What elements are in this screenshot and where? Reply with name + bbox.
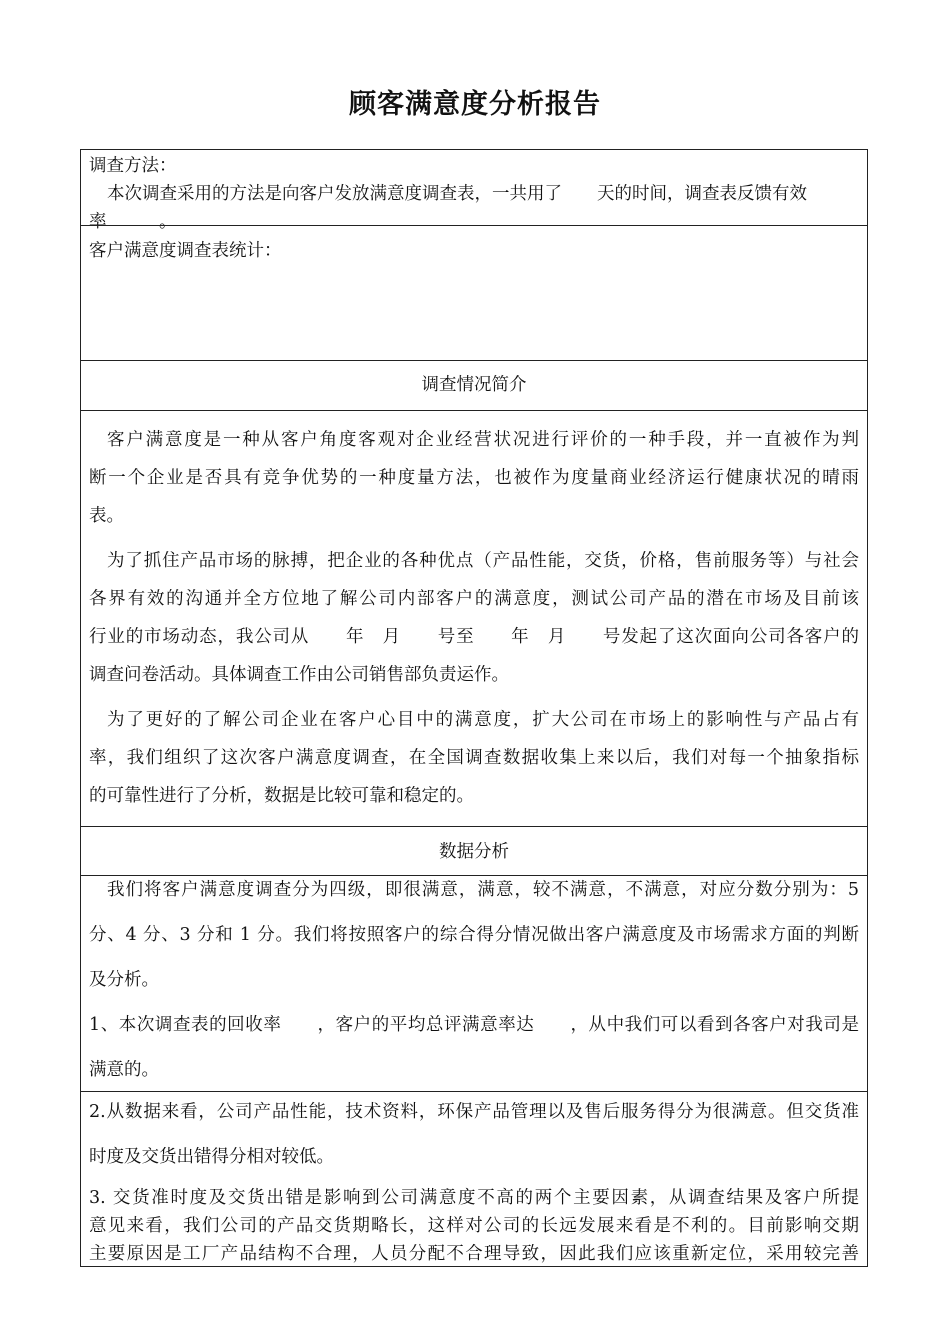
paragraph-line: 客户满意度是一种从客户角度客观对企业经营状况进行评价的一种手段，并一直被作为判	[107, 430, 859, 450]
paragraph-line: 时度及交货出错得分相对较低。	[89, 1147, 334, 1167]
report-table	[80, 149, 868, 1267]
analysis-body-continued	[81, 1090, 867, 1268]
stats-section	[81, 237, 867, 265]
paragraph-line: 为了抓住产品市场的脉搏，把企业的各种优点（产品性能，交货，价格，售前服务等）与社会	[107, 551, 859, 571]
paragraph-line: 的可靠性进行了分析，数据是比较可靠和稳定的。	[89, 786, 474, 806]
intro-body	[81, 422, 867, 816]
paragraph-line: 表。	[89, 506, 124, 526]
method-text-line: 率 。	[89, 212, 177, 232]
row-divider	[81, 826, 867, 827]
paragraph-line: 1、本次调查表的回收率 ，客户的平均总评满意率达 ，从中我们可以看到各客户对我司是	[89, 1015, 859, 1035]
paragraph-line: 行业的市场动态，我公司从 年 月 号至 年 月 号发起了这次面向公司各客户的	[89, 627, 859, 647]
method-label: 调查方法：	[89, 156, 177, 176]
paragraph-line: 我们将客户满意度调查分为四级，即很满意，满意，较不满意，不满意，对应分数分别为：5	[107, 880, 859, 900]
paragraph-line: 率，我们组织了这次客户满意度调查，在全国调查数据收集上来以后，我们对每一个抽象指标	[89, 748, 859, 768]
paragraph-line: 分、4 分、3 分和 1 分。我们将按照客户的综合得分情况做出客户满意度及市场需求方面的判断	[89, 925, 859, 945]
paragraph-line: 调查问卷活动。具体调查工作由公司销售部负责运作。	[89, 665, 509, 685]
page-title: 顾客满意度分析报告	[349, 89, 601, 120]
row-divider	[81, 225, 867, 226]
paragraph-line: 及分析。	[89, 970, 159, 990]
stats-label: 客户满意度调查表统计：	[89, 241, 282, 261]
paragraph-line: 主要原因是工厂产品结构不合理，人员分配不合理导致，因此我们应该重新定位，采用较完善	[89, 1244, 859, 1264]
intro-heading: 调查情况简介	[421, 375, 527, 395]
paragraph-line: 意见来看，我们公司的产品交货期略长，这样对公司的长远发展来看是不利的。目前影响交期	[89, 1216, 859, 1236]
method-section	[81, 152, 867, 236]
row-divider	[81, 410, 867, 411]
analysis-body	[81, 868, 867, 1093]
paragraph-line: 满意的。	[89, 1060, 159, 1080]
paragraph-line: 3. 交货准时度及交货出错是影响到公司满意度不高的两个主要因素，从调查结果及客户所提	[89, 1188, 859, 1208]
paragraph-line: 为了更好的了解公司企业在客户心目中的满意度，扩大公司在市场上的影响性与产品占有	[107, 710, 859, 730]
row-divider	[81, 360, 867, 361]
paragraph-line: 断一个企业是否具有竞争优势的一种度量方法，也被作为度量商业经济运行健康状况的晴雨	[89, 468, 859, 488]
paragraph-line: 各界有效的沟通并全方位地了解公司内部客户的满意度，测试公司产品的潜在市场及目前该	[89, 589, 859, 609]
method-text-line: 本次调查采用的方法是向客户发放满意度调查表，一共用了 天的时间，调查表反馈有效	[107, 184, 807, 204]
analysis-heading: 数据分析	[439, 842, 509, 862]
paragraph-line: 2.从数据来看，公司产品性能，技术资料，环保产品管理以及售后服务得分为很满意。但交货准	[89, 1102, 859, 1122]
